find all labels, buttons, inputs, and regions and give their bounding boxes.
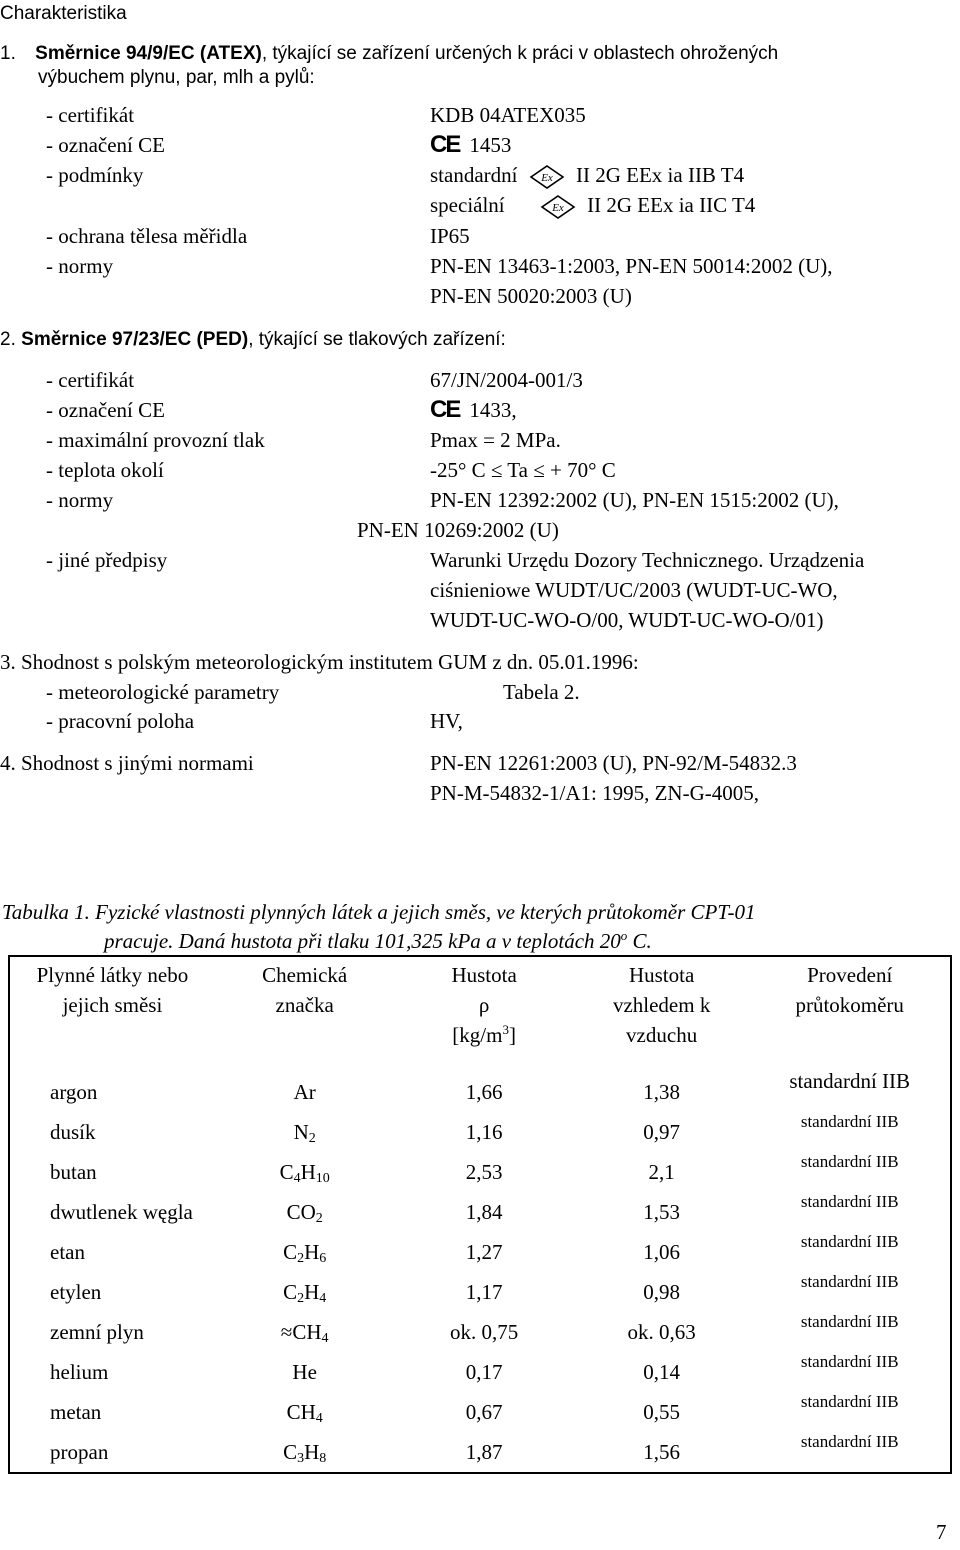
section-1-title-line2: výbuchem plynu, par, mlh a pylů: xyxy=(38,67,315,88)
gas-name: butan xyxy=(50,1160,97,1184)
ex-mark-icon xyxy=(540,195,576,219)
table-row xyxy=(9,1152,951,1192)
chemical-formula: $N_2$ xyxy=(293,1120,316,1146)
relative-density-value: 1,53 xyxy=(643,1200,680,1224)
gas-name: zemní plyn xyxy=(50,1320,144,1344)
chemical-formula: $C_2H_6$ xyxy=(283,1240,327,1266)
relative-density-value: 2,1 xyxy=(648,1160,675,1184)
section-1-title-rest: , týkající se zařízení určených k práci v oblastech ohrožených xyxy=(261,43,779,64)
s2-row-value: ciśnieniowe WUDT/UC/2003 (WUDT-UC-WO, xyxy=(430,578,838,602)
density-value: 1,16 xyxy=(465,1120,503,1144)
relative-density-value: 0,98 xyxy=(643,1280,680,1304)
ce-mark-icon: CE xyxy=(430,396,460,423)
section-3-title: 3. Shodnost s polským meteorologickým institutem GUM z dn. 05.01.1996: xyxy=(0,650,639,674)
design-value: standardní IIB xyxy=(800,1192,899,1211)
section-2-title-rest: , týkající se tlakových zařízení: xyxy=(248,329,506,350)
header-gas: Plynné látky nebo jejich směsi xyxy=(36,963,189,1017)
relative-density-value: ok. 0,63 xyxy=(627,1320,696,1344)
ce-mark-icon: CE xyxy=(430,131,460,158)
gas-name: helium xyxy=(50,1360,109,1384)
s2-row-label: - maximální provozní tlak xyxy=(46,428,265,452)
s1-row-value: IP65 xyxy=(430,224,470,248)
relative-density-value: 1,56 xyxy=(643,1440,680,1464)
s2-row-value: WUDT-UC-WO-O/00, WUDT-UC-WO-O/01) xyxy=(430,608,824,632)
s1-conditions-standard: standardní Ex II 2G EEx ia IIB T4 xyxy=(430,163,744,189)
table-row xyxy=(9,1352,951,1392)
s3-row-label: - pracovní poloha xyxy=(46,709,195,733)
s1-row-label: - ochrana tělesa měřidla xyxy=(46,224,248,248)
table-row xyxy=(9,1112,951,1152)
s2-row-value: -25° C ≤ Ta ≤ + 70° C xyxy=(430,458,616,482)
gas-name: propan xyxy=(50,1440,109,1464)
s4-norms-line2: PN-M-54832-1/A1: 1995, ZN-G-4005, xyxy=(430,781,759,805)
s2-row-value: PN-EN 12392:2002 (U), PN-EN 1515:2002 (U), xyxy=(430,488,839,512)
table-row xyxy=(9,1312,951,1352)
table-row xyxy=(9,1432,951,1473)
relative-density-value: 0,97 xyxy=(643,1120,680,1144)
gas-name: dusík xyxy=(50,1120,96,1144)
s1-row-label: - podmínky xyxy=(46,163,144,187)
density-value: 1,87 xyxy=(465,1440,503,1464)
density-value: ok. 0,75 xyxy=(450,1320,519,1344)
s1-row-label: - certifikát xyxy=(46,103,135,127)
s1-ce-value: CE 1453 xyxy=(430,131,512,158)
header-chemical-symbol: Chemická značka xyxy=(262,963,348,1017)
s4-norms-line1: PN-EN 12261:2003 (U), PN-92/M-54832.3 xyxy=(430,751,797,775)
table-row xyxy=(9,1272,951,1312)
s1-row-value: KDB 04ATEX035 xyxy=(430,103,586,127)
gas-name: dwutlenek węgla xyxy=(50,1200,193,1224)
chemical-formula: $C_4H_{10}$ xyxy=(279,1160,330,1186)
section-1-title xyxy=(0,42,778,66)
s2-row-label: - certifikát xyxy=(46,368,135,392)
svg-text:Ex: Ex xyxy=(540,172,553,185)
chemical-formula: $\approx CH_4$ xyxy=(280,1320,329,1346)
s1-row-label: - normy xyxy=(46,254,114,278)
header-design: Provedení průtokoměru xyxy=(795,963,904,1017)
chemical-formula: $CO_2$ xyxy=(286,1200,323,1226)
s2-row-label: - normy xyxy=(46,488,114,512)
s2-row-value: PN-EN 10269:2002 (U) xyxy=(357,518,559,542)
section-2-title: 2. Směrnice 97/23/EC (PED), týkající se tlakových zařízení: xyxy=(0,329,506,350)
table-body xyxy=(9,1068,951,1473)
table-row xyxy=(9,1232,951,1272)
table-caption-line1: Tabulka 1. Fyzické vlastnosti plynných látek a jejich směs, ve kterých průtokoměr CPT-01 xyxy=(2,900,756,924)
chemical-formula: He xyxy=(292,1360,317,1384)
section-2-title-bold: Směrnice 97/23/EC (PED) xyxy=(21,329,249,350)
design-value: standardní IIB xyxy=(800,1272,899,1291)
density-value: 2,53 xyxy=(465,1160,503,1184)
density-value: 1,17 xyxy=(465,1280,503,1304)
table-header-row xyxy=(9,956,951,1068)
design-value: standardní IIB xyxy=(800,1152,899,1171)
section-1-number: 1. xyxy=(0,43,16,64)
table-row xyxy=(9,1392,951,1432)
s3-row-value: Tabela 2. xyxy=(503,680,580,704)
page-number: 7 xyxy=(936,1520,947,1544)
design-value: standardní IIB xyxy=(789,1069,911,1093)
chemical-formula: Ar xyxy=(293,1080,316,1104)
design-value: standardní IIB xyxy=(800,1392,899,1411)
s1-conditions-special: speciální Ex II 2G EEx ia IIC T4 xyxy=(430,193,755,219)
s1-row-value: PN-EN 50020:2003 (U) xyxy=(430,284,632,308)
gas-name: argon xyxy=(50,1080,98,1104)
header-density: Hustota ρ $[kg/m^3]$ xyxy=(451,963,517,1047)
s1-row-value: PN-EN 13463-1:2003, PN-EN 50014:2002 (U), xyxy=(430,254,833,278)
density-value: 1,84 xyxy=(465,1200,503,1224)
s2-row-value: 67/JN/2004-001/3 xyxy=(430,368,583,392)
chemical-formula: $C_3H_8$ xyxy=(283,1440,327,1466)
s3-row-label: - meteorologické parametry xyxy=(46,680,280,704)
s2-row-label: - označení CE xyxy=(46,398,165,422)
relative-density-value: 1,38 xyxy=(643,1080,680,1104)
density-value: 0,17 xyxy=(465,1360,503,1384)
header-relative-density: Hustota vzhledem k vzduchu xyxy=(612,963,711,1047)
s2-row-label: - teplota okolí xyxy=(46,458,164,482)
table-row xyxy=(9,1192,951,1232)
gas-name: etylen xyxy=(50,1280,102,1304)
page-heading: Charakteristika xyxy=(0,3,127,24)
section-4-title: 4. Shodnost s jinými normami xyxy=(0,751,254,775)
design-value: standardní IIB xyxy=(800,1312,899,1331)
density-value: 1,66 xyxy=(465,1080,503,1104)
s2-row-value: Pmax = 2 MPa. xyxy=(430,428,561,452)
gas-name: metan xyxy=(50,1400,102,1424)
chemical-formula: $C_2H_4$ xyxy=(283,1280,327,1306)
density-value: 0,67 xyxy=(465,1400,503,1424)
s2-row-label: - jiné předpisy xyxy=(46,548,168,572)
density-value: 1,27 xyxy=(465,1240,503,1264)
relative-density-value: 0,14 xyxy=(643,1360,680,1384)
s2-row-value: Warunki Urzędu Dozory Technicznego. Urządzenia xyxy=(430,548,865,572)
table-caption-line2: pracuje. Daná hustota při tlaku 101,325 kPa a v teplotách 20$^o$ C. xyxy=(104,928,652,953)
table-row xyxy=(9,1068,951,1112)
design-value: standardní IIB xyxy=(800,1432,899,1451)
relative-density-value: 1,06 xyxy=(643,1240,680,1264)
design-value: standardní IIB xyxy=(800,1112,899,1131)
design-value: standardní IIB xyxy=(800,1352,899,1371)
gas-name: etan xyxy=(50,1240,85,1264)
chemical-formula: $CH_4$ xyxy=(286,1400,323,1426)
gas-properties-table xyxy=(8,955,952,1474)
relative-density-value: 0,55 xyxy=(643,1400,680,1424)
ex-mark-icon xyxy=(529,165,565,189)
svg-text:Ex: Ex xyxy=(552,202,564,215)
design-value: standardní IIB xyxy=(800,1232,899,1251)
s1-row-label: - označení CE xyxy=(46,133,165,157)
s3-row-value: HV, xyxy=(430,709,463,733)
s2-ce-value: CE 1433, xyxy=(430,396,517,423)
section-1-title-bold: Směrnice 94/9/EC (ATEX) xyxy=(35,43,262,64)
